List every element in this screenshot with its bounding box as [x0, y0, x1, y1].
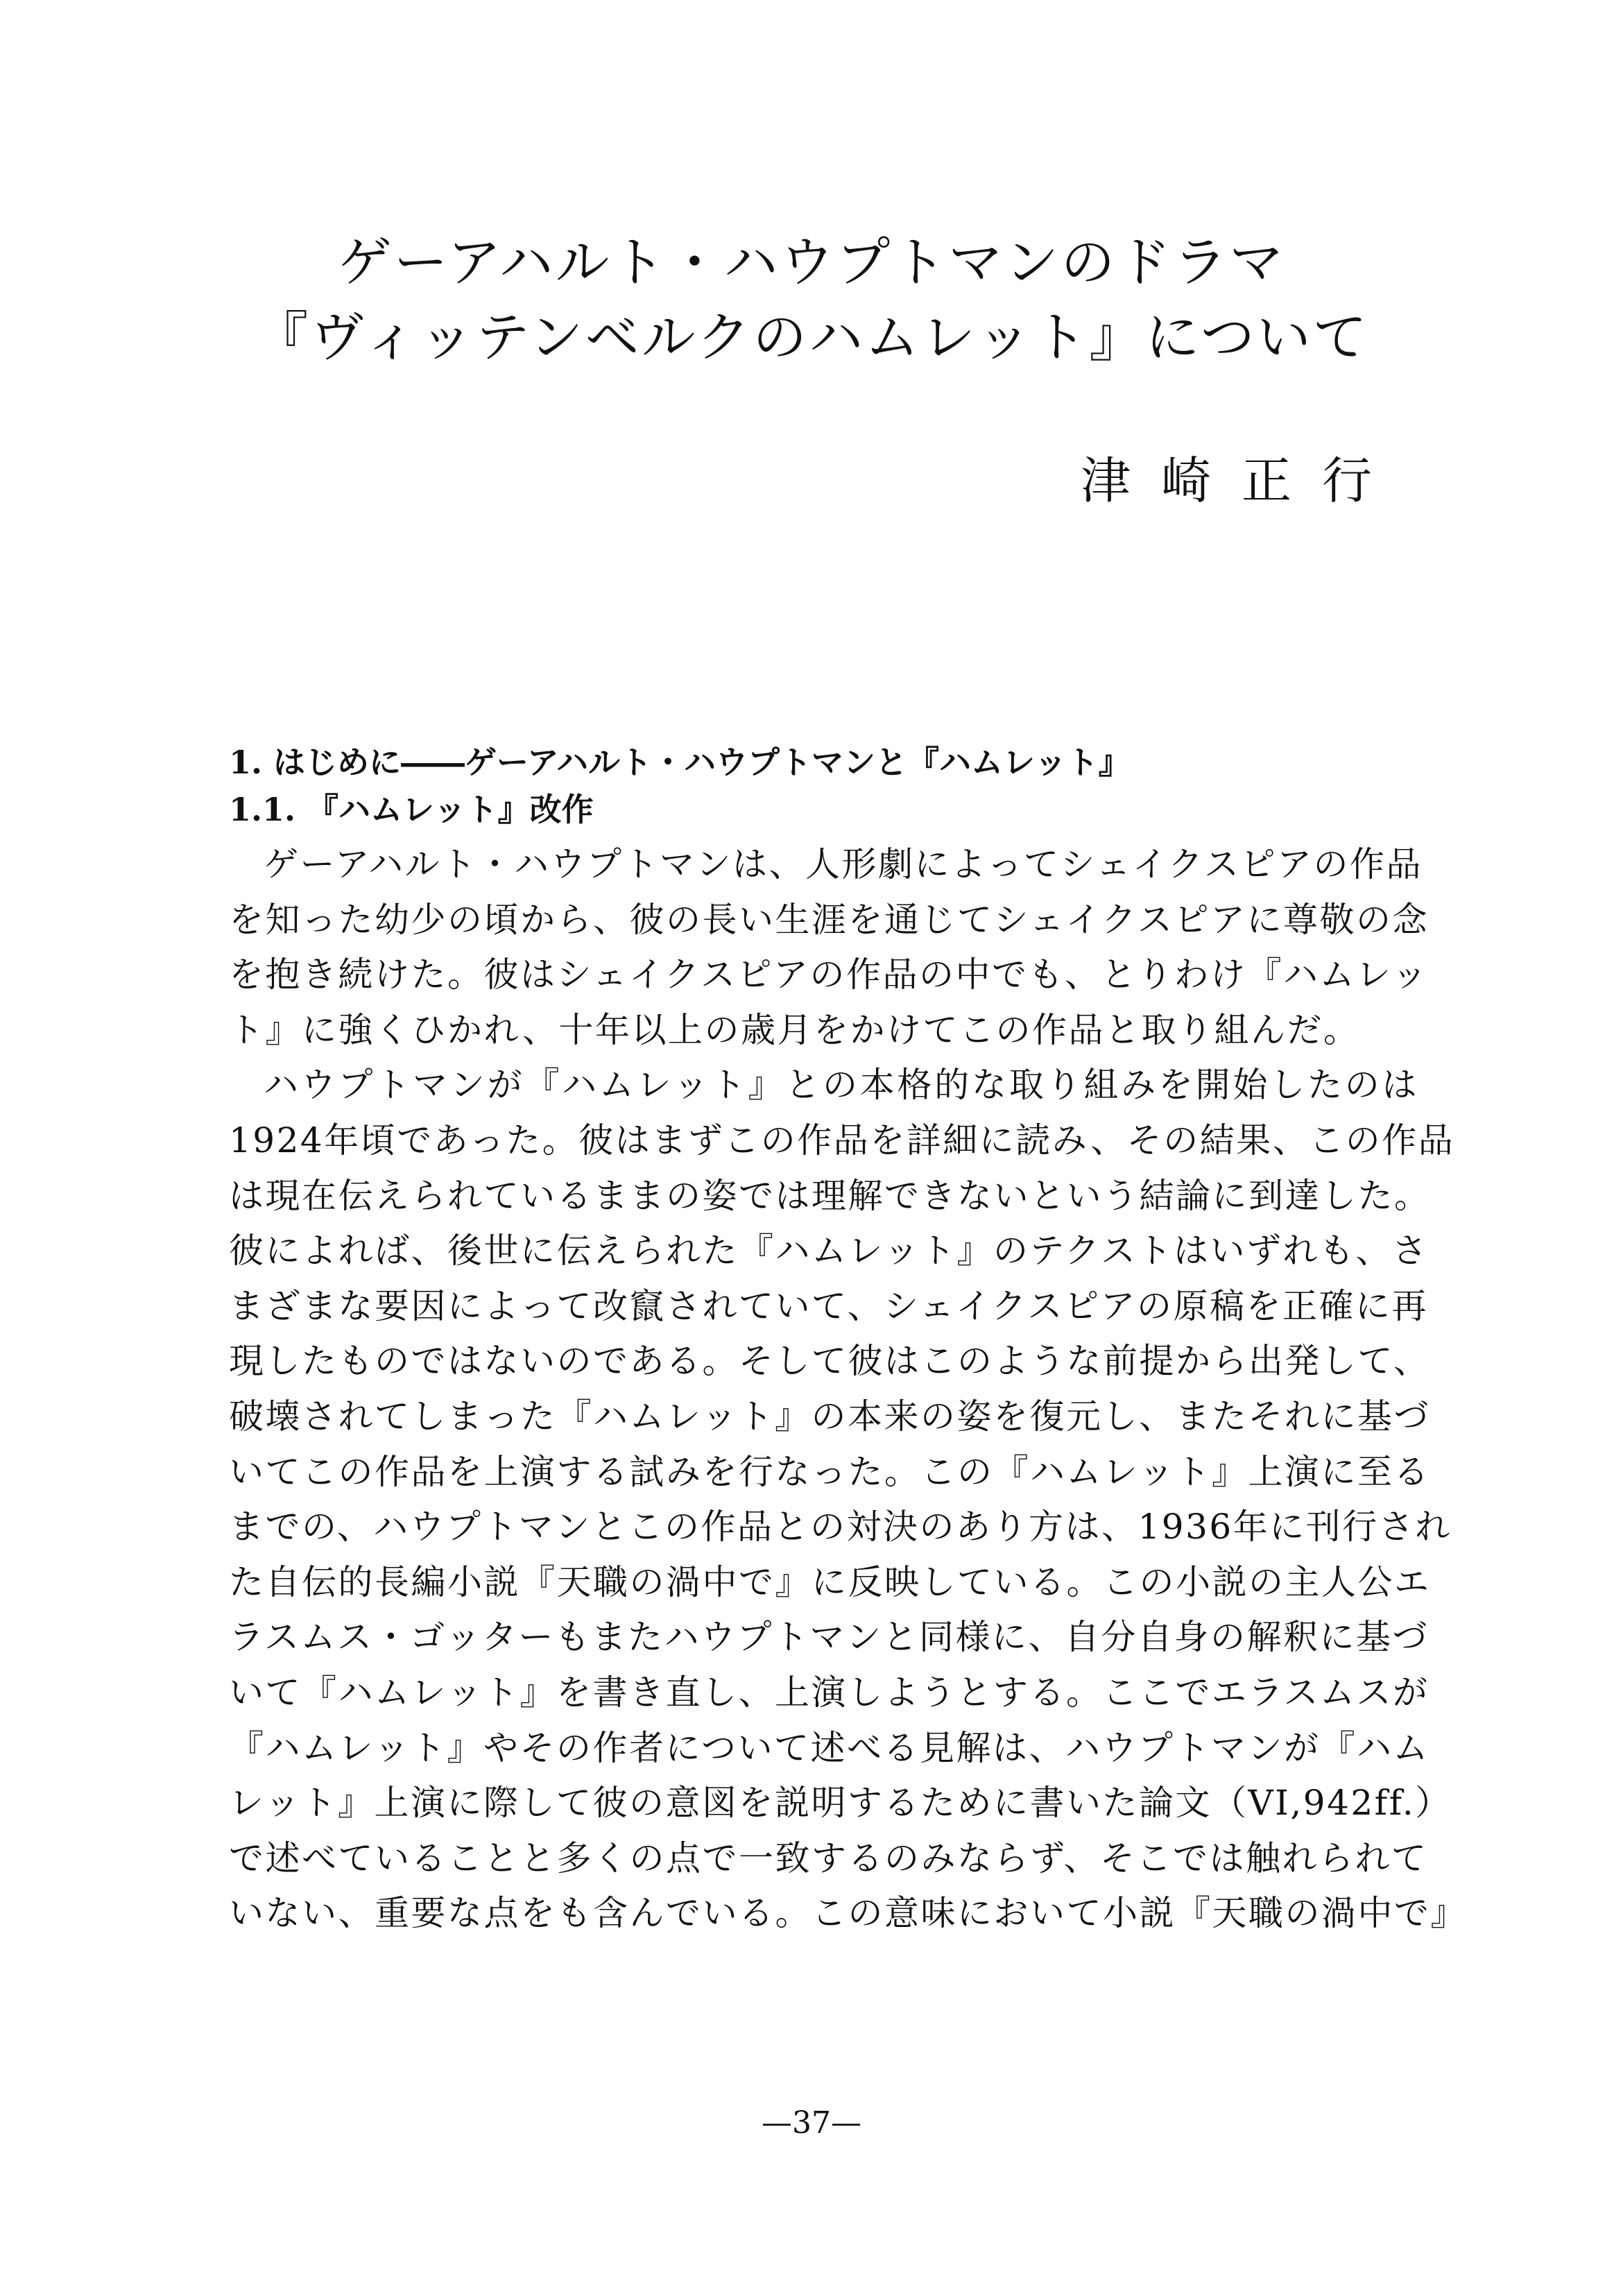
text-line: まざまな要因によって改竄されていて、シェイクスピアの原稿を正確に再 [229, 1285, 1428, 1326]
text-line: までの、ハウプトマンとこの作品との対決のあり方は、1936年に刊行され [229, 1507, 1452, 1548]
text-line: いない、重要な点をも含んでいる。この意味において小説『天職の渦中で』 [229, 1893, 1467, 1934]
text-line: 1924年頃であった。彼はまずこの作品を詳細に読み、その結果、この作品 [229, 1120, 1455, 1160]
text-line: た自伝的長編小説『天職の渦中で』に反映している。この小説の主人公エ [229, 1561, 1431, 1602]
text-line: ゲーアハルト・ハウプトマンは、人形劇によってシェイクスピアの作品 [264, 844, 1423, 884]
text-line: 『ハムレット』やその作者について述べる見解は、ハウプトマンが『ハム [229, 1727, 1429, 1768]
text-line: を知った幼少の頃から、彼の長い生涯を通じてシェイクスピアに尊敬の念 [229, 899, 1429, 940]
text-line: ト』に強くひかれ、十年以上の歳月をかけてこの作品と取り組んだ。 [229, 1009, 1360, 1050]
text-line: で述べていることと多くの点で一致するのみならず、そこでは触れられて [229, 1837, 1428, 1878]
text-line: 破壊されてしまった『ハムレット』の本来の姿を復元し、またそれに基づ [229, 1396, 1430, 1437]
section-heading: 1. はじめに――ゲーアハルト・ハウプトマンと『ハムレット』 [229, 744, 1131, 781]
text-line: いてこの作品を上演する試みを行なった。この『ハムレット』上演に至る [229, 1451, 1430, 1492]
subsection-heading: 1.1. 『ハムレット』改作 [229, 791, 594, 828]
text-line: ラスムス・ゴッターもまたハウプトマンと同様に、自分自身の解釈に基づ [229, 1617, 1429, 1658]
article-body [229, 739, 1467, 1942]
article-title [0, 225, 1623, 375]
paragraph-2 [229, 1058, 1467, 1942]
title-line-2: 『ヴィッテンベルクのハムレット』について [254, 307, 1369, 369]
text-line: 彼によれば、後世に伝えられた『ハムレット』のテクストはいずれも、さ [229, 1231, 1429, 1271]
text-line: 現したものではないのである。そして彼はこのような前提から出発して、 [229, 1341, 1430, 1382]
text-line: を抱き続けた。彼はシェイクスピアの作品の中でも、とりわけ『ハムレッ [229, 954, 1429, 995]
text-line: は現在伝えられているままの姿では理解できないという結論に到達した。 [229, 1175, 1431, 1216]
author-name: 津崎正行 [1080, 452, 1402, 510]
text-line: レット』上演に際して彼の意図を説明するために書いた論文（VI,942ff.） [229, 1783, 1452, 1824]
text-line: ハウプトマンが『ハムレット』との本格的な取り組みを開始したのは [264, 1065, 1418, 1106]
text-line: いて『ハムレット』を書き直し、上演しようとする。ここでエラスムスが [229, 1672, 1429, 1713]
page-number: —37— [762, 2105, 861, 2141]
title-line-1: ゲーアハルト・ハウプトマンのドラマ [337, 232, 1286, 294]
paragraph-1 [229, 837, 1429, 1058]
